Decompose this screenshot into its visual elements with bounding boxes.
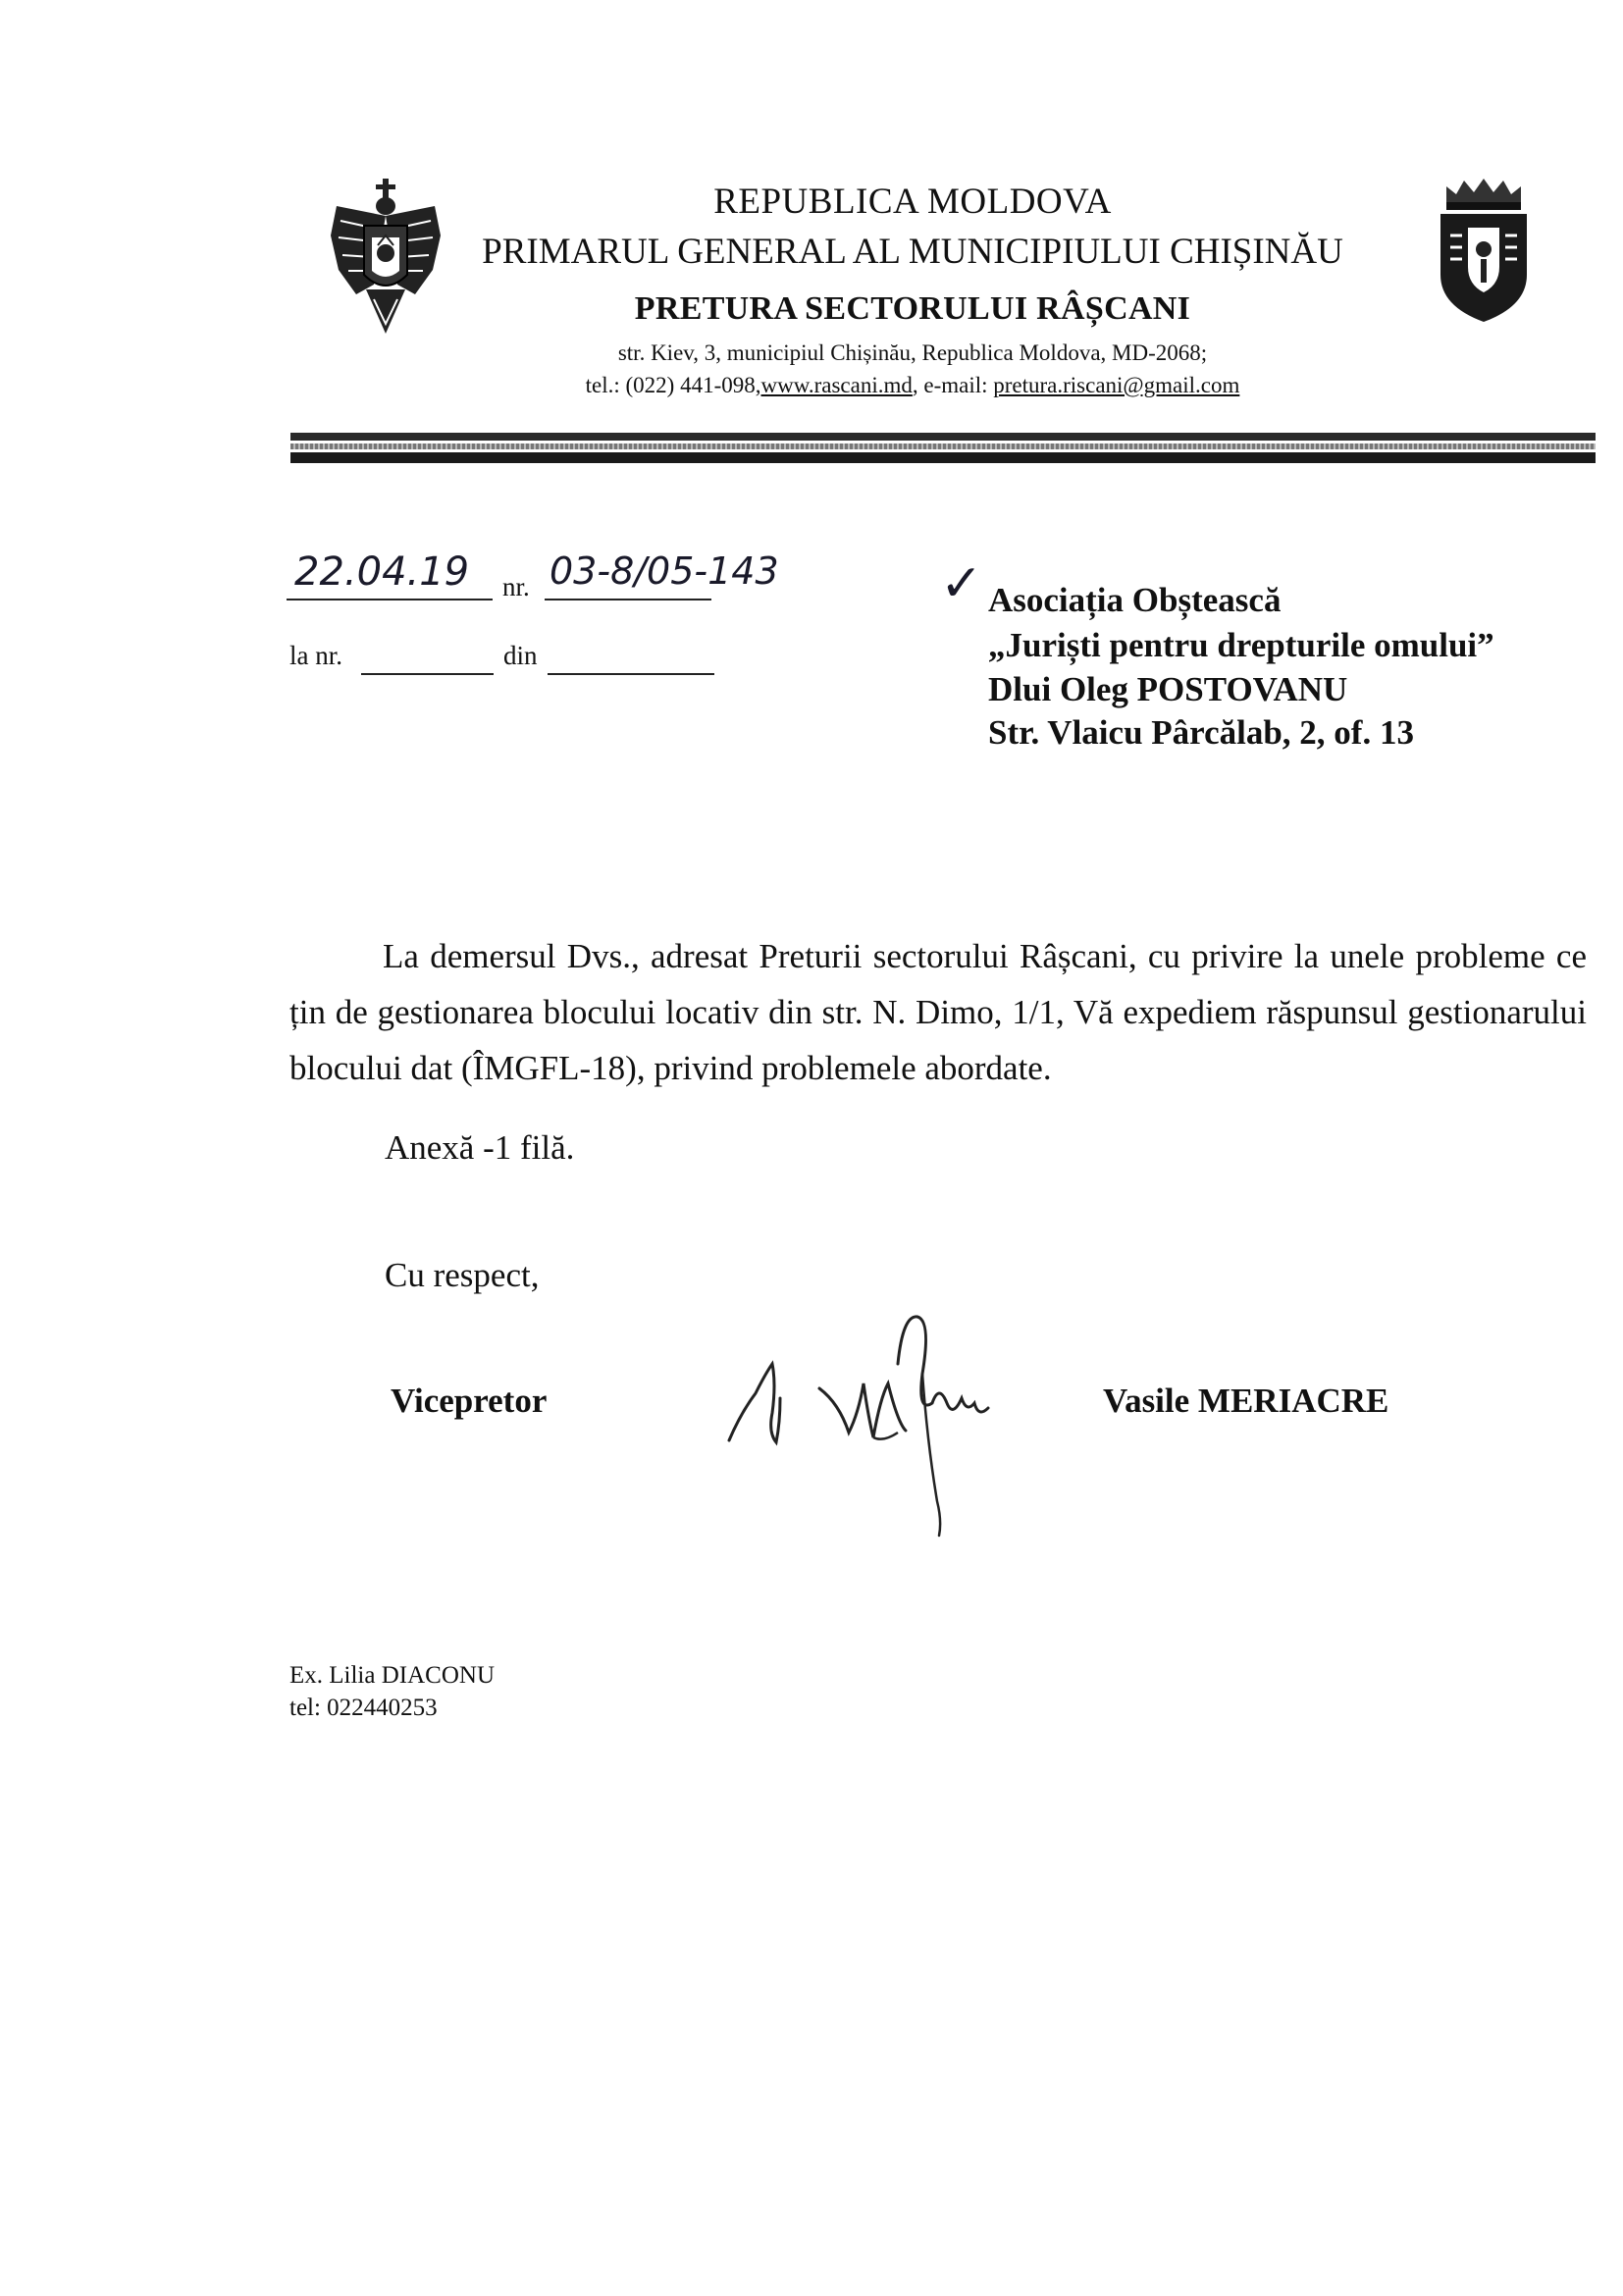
header-rule-pattern <box>290 444 1596 449</box>
body-annex: Anexă -1 filă. <box>385 1128 575 1167</box>
registration-date: 22.04.19 <box>294 549 470 595</box>
date-underline <box>287 599 493 600</box>
signatory-role: Vicepretor <box>391 1382 548 1420</box>
reference-nr-label: la nr. <box>289 641 342 670</box>
header-rule-thin <box>290 433 1596 441</box>
chisinau-coat-of-arms-icon <box>1435 177 1533 324</box>
body-closing: Cu respect, <box>385 1256 540 1294</box>
header-rule-thick <box>290 452 1596 463</box>
header-email-label: , e-mail: <box>912 373 994 397</box>
executor-phone: tel: 022440253 <box>289 1695 438 1721</box>
reference-nr-line <box>361 673 494 675</box>
reference-din-label: din <box>503 641 538 670</box>
recipient-organization: Asociația Obștească <box>988 581 1282 619</box>
header-office: PRETURA SECTORULUI RÂȘCANI <box>634 290 1191 327</box>
registration-number: 03-8/05-143 <box>550 549 779 593</box>
number-underline <box>545 599 711 600</box>
header-phone: tel.: (022) 441-098, <box>585 373 761 397</box>
recipient-organization-name: „Juriști pentru drepturile omului” <box>988 626 1494 664</box>
header-contacts <box>461 373 1364 398</box>
recipient-check-mark: ✓ <box>940 554 983 613</box>
header-email-link[interactable]: pretura.riscani@gmail.com <box>993 373 1240 397</box>
header-mayor: PRIMARUL GENERAL AL MUNICIPIULUI CHIȘINĂU <box>482 232 1343 272</box>
registration-nr-label: nr. <box>502 572 530 601</box>
reference-din-line <box>548 673 714 675</box>
body-paragraph: La demersul Dvs., adresat Preturii sectorului Râșcani, cu privire la unele probleme ce țin de gestionarea blocului locativ din str. N. Dimo, 1/1, Vă expediem răspunsul gestionarului blocului dat (ÎMGFL-18), privind problemele abordate. <box>289 937 1587 1087</box>
recipient-person: Dlui Oleg POSTOVANU <box>988 670 1348 708</box>
handwritten-signature-icon <box>721 1305 1035 1540</box>
header-address: str. Kiev, 3, municipiul Chișinău, Republica Moldova, MD-2068; <box>617 340 1208 365</box>
signatory-name: Vasile MERIACRE <box>1103 1382 1389 1420</box>
header-country: REPUBLICA MOLDOVA <box>713 182 1112 222</box>
recipient-address: Str. Vlaicu Pârcălab, 2, of. 13 <box>988 713 1414 752</box>
moldova-coat-of-arms-icon <box>327 177 445 339</box>
executor-name: Ex. Lilia DIACONU <box>289 1662 495 1689</box>
header-website-link[interactable]: www.rascani.md <box>760 373 913 397</box>
